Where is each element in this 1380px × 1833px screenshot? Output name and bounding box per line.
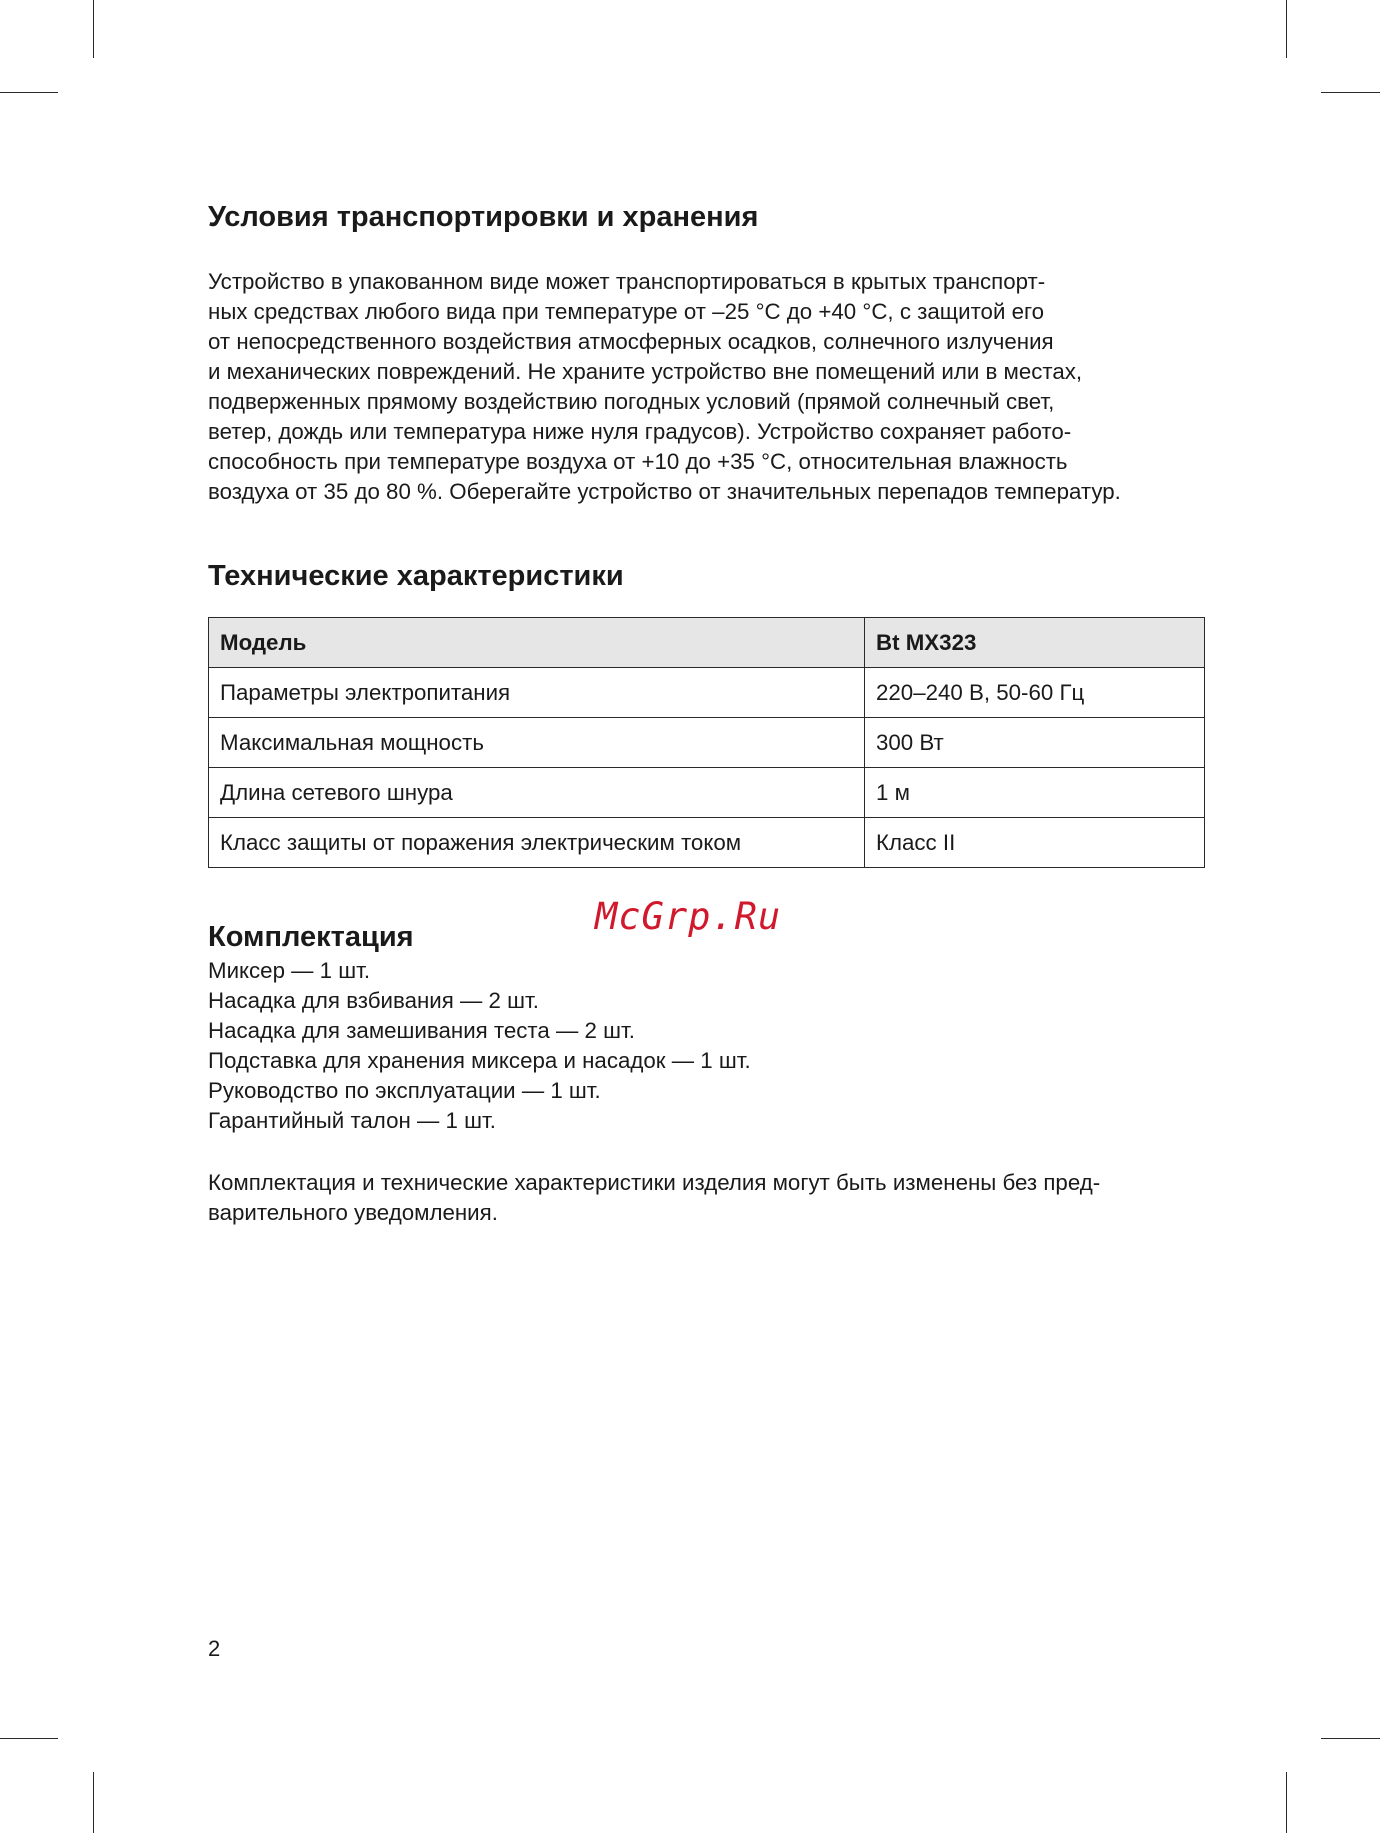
kit-list: [208, 956, 751, 1136]
table-cell-label: Максимальная мощность: [209, 718, 865, 768]
table-row: [209, 818, 1205, 868]
table-cell-value: Bt MX323: [865, 618, 1205, 668]
list-item: Миксер — 1 шт.: [208, 958, 371, 983]
transport-paragraph: [208, 267, 1208, 507]
table-cell-label: Модель: [209, 618, 865, 668]
table-cell-label: Длина сетевого шнура: [209, 768, 865, 818]
crop-mark-top-right-horizontal: [1321, 92, 1380, 93]
list-item: Руководство по эксплуатации — 1 шт.: [208, 1078, 601, 1103]
transport-section-title: Условия транспортировки и хранения: [208, 201, 759, 233]
list-item: Гарантийный талон — 1 шт.: [208, 1108, 496, 1133]
crop-mark-bottom-right: [1286, 1772, 1287, 1833]
crop-mark-top-right: [1286, 0, 1287, 58]
crop-mark-top-left-horizontal: [0, 92, 58, 93]
table-cell-value: 1 м: [865, 768, 1205, 818]
list-item: Насадка для замешивания теста — 2 шт.: [208, 1018, 635, 1043]
specs-section-title: Технические характеристики: [208, 560, 624, 592]
paragraph-line: и механических повреждений. Не храните устройство вне помещений или в местах,: [208, 359, 1083, 384]
watermark: McGrp.Ru: [595, 895, 782, 938]
crop-mark-top-left: [93, 0, 94, 58]
crop-mark-bottom-left-horizontal: [0, 1738, 58, 1739]
kit-section-title: Комплектация: [208, 921, 414, 953]
crop-mark-bottom-right-horizontal: [1321, 1738, 1380, 1739]
crop-mark-bottom-left: [93, 1772, 94, 1833]
table-row: [209, 768, 1205, 818]
paragraph-line: Комплектация и технические характеристики изделия могут быть изменены без пред-: [208, 1170, 1101, 1195]
paragraph-line: подверженных прямому воздействию погодных условий (прямой солнечный свет,: [208, 389, 1055, 414]
table-cell-label: Параметры электропитания: [209, 668, 865, 718]
table-cell-value: Класс II: [865, 818, 1205, 868]
paragraph-line: варительного уведомления.: [208, 1200, 498, 1225]
paragraph-line: от непосредственного воздействия атмосферных осадков, солнечного излучения: [208, 329, 1054, 354]
page-number: 2: [208, 1636, 221, 1661]
paragraph-line: способность при температуре воздуха от +10 до +35 °С, относительная влажность: [208, 449, 1068, 474]
paragraph-line: ветер, дождь или температура ниже нуля градусов). Устройство сохраняет работо-: [208, 419, 1072, 444]
table-row: [209, 718, 1205, 768]
paragraph-line: воздуха от 35 до 80 %. Оберегайте устройство от значительных перепадов температур.: [208, 479, 1121, 504]
kit-note: [208, 1168, 1208, 1228]
list-item: Насадка для взбивания — 2 шт.: [208, 988, 539, 1013]
table-row: [209, 668, 1205, 718]
list-item: Подставка для хранения миксера и насадок — 1 шт.: [208, 1048, 751, 1073]
table-header-row: [209, 618, 1205, 668]
table-cell-value: 220–240 В, 50-60 Гц: [865, 668, 1205, 718]
table-cell-value: 300 Вт: [865, 718, 1205, 768]
specs-table: [208, 617, 1205, 868]
table-cell-label: Класс защиты от поражения электрическим током: [209, 818, 865, 868]
paragraph-line: Устройство в упакованном виде может транспортироваться в крытых транспорт-: [208, 269, 1046, 294]
paragraph-line: ных средствах любого вида при температуре от –25 °С до +40 °С, с защитой его: [208, 299, 1045, 324]
